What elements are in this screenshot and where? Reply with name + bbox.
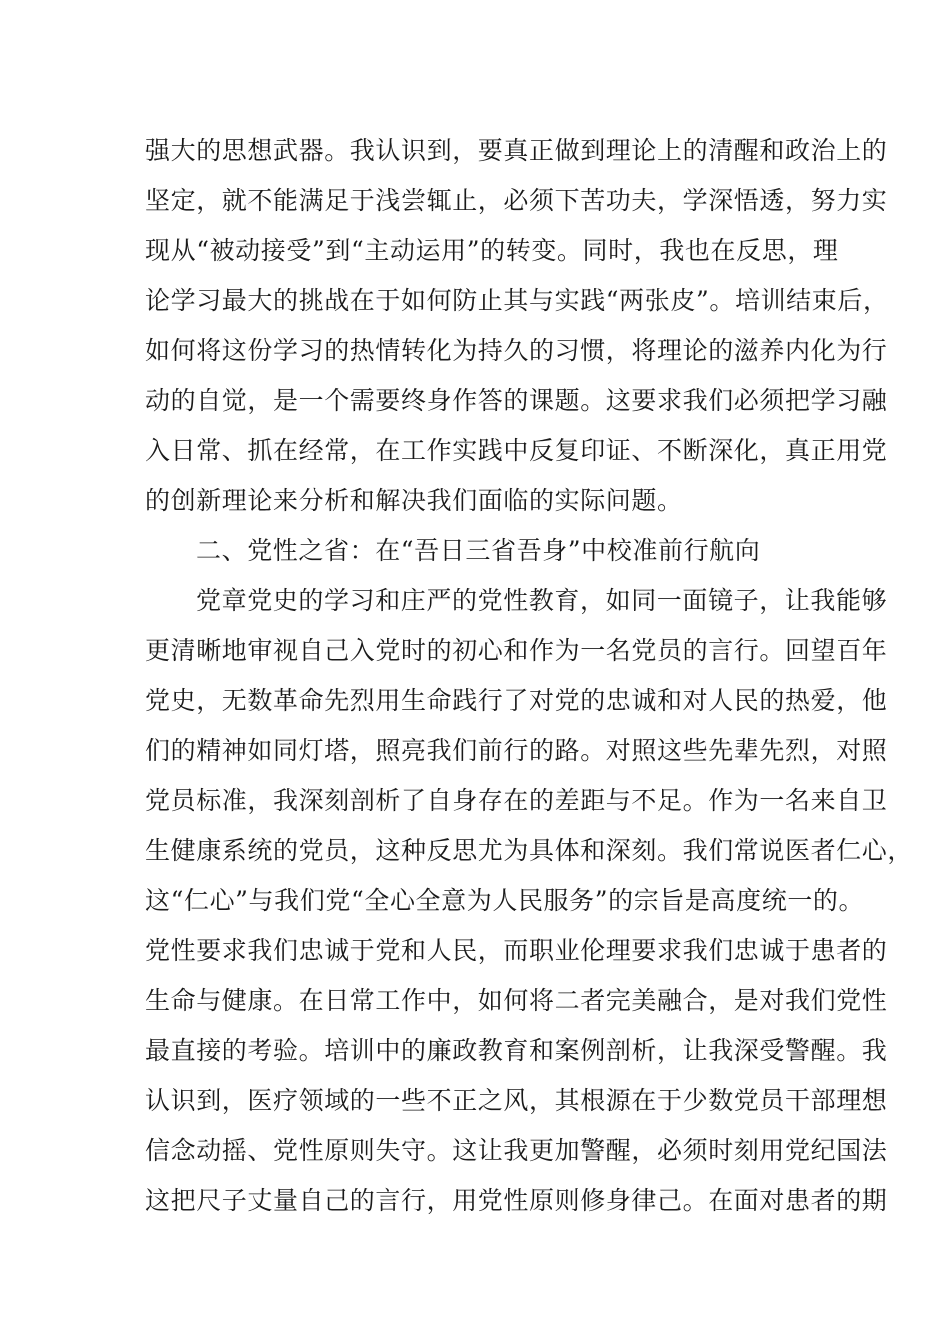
paragraph-1-line-8: 的创新理论来分析和解决我们面临的实际问题。 [145, 486, 683, 515]
paragraph-2-line-3: 党史，无数革命先烈用生命践行了对党的忠诚和对人民的热爱，他 [145, 686, 888, 715]
paragraph-2-line-6: 生健康系统的党员，这种反思尤为具体和深刻。我们常说医者仁心， [145, 836, 914, 865]
paragraph-1-line-4: 论学习最大的挑战在于如何防止其与实践“两张皮”。培训结束后， [145, 286, 889, 315]
section-heading: 二、党性之省：在“吾日三省吾身”中校准前行航向 [196, 536, 761, 565]
paragraph-1-line-6: 动的自觉，是一个需要终身作答的课题。这要求我们必须把学习融 [145, 386, 888, 415]
paragraph-2-line-1: 党章党史的学习和庄严的党性教育，如同一面镜子，让我能够 [196, 586, 888, 615]
paragraph-2-line-4: 们的精神如同灯塔，照亮我们前行的路。对照这些先辈先烈，对照 [145, 736, 888, 765]
paragraph-2-line-7: 这“仁心”与我们党“全心全意为人民服务”的宗旨是高度统一的。 [145, 886, 865, 915]
paragraph-2-line-13: 这把尺子丈量自己的言行，用党性原则修身律己。在面对患者的期 [145, 1186, 888, 1215]
paragraph-1-line-7: 入日常、抓在经常，在工作实践中反复印证、不断深化，真正用党 [145, 436, 888, 465]
paragraph-1-line-3: 现从“被动接受”到“主动运用”的转变。同时，我也在反思，理 [145, 236, 839, 265]
paragraph-1-line-1: 强大的思想武器。我认识到，要真正做到理论上的清醒和政治上的 [145, 136, 888, 165]
paragraph-2-line-9: 生命与健康。在日常工作中，如何将二者完美融合，是对我们党性 [145, 986, 888, 1015]
paragraph-2-line-10: 最直接的考验。培训中的廉政教育和案例剖析，让我深受警醒。我 [145, 1036, 888, 1065]
paragraph-2-line-2: 更清晰地审视自己入党时的初心和作为一名党员的言行。回望百年 [145, 636, 888, 665]
paragraph-2-line-12: 信念动摇、党性原则失守。这让我更加警醒，必须时刻用党纪国法 [145, 1136, 888, 1165]
paragraph-2-line-8: 党性要求我们忠诚于党和人民，而职业伦理要求我们忠诚于患者的 [145, 936, 888, 965]
paragraph-2-line-5: 党员标准，我深刻剖析了自身存在的差距与不足。作为一名来自卫 [145, 786, 888, 815]
paragraph-2-line-11: 认识到，医疗领域的一些不正之风，其根源在于少数党员干部理想 [145, 1086, 888, 1115]
paragraph-1-line-5: 如何将这份学习的热情转化为持久的习惯，将理论的滋养内化为行 [145, 336, 888, 365]
paragraph-1-line-2: 坚定，就不能满足于浅尝辄止，必须下苦功夫，学深悟透，努力实 [145, 186, 888, 215]
